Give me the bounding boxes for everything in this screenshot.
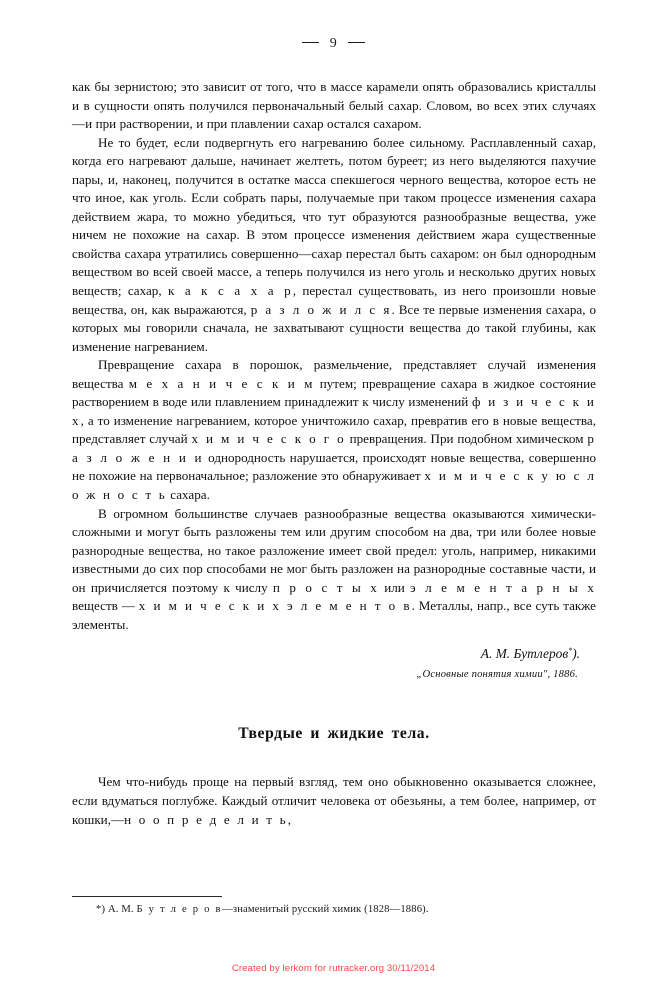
footnote-initials: А. М.	[107, 904, 137, 915]
footnote-text	[72, 903, 596, 917]
spacer-after-heading	[72, 743, 596, 773]
paragraph-elements	[72, 505, 596, 635]
footnote-description: —знаменитый русский химик (1828—1886).	[222, 904, 429, 915]
paragraph-text-part-2: путем; превращение сахара в жидкое состояние растворением в воде или плавлением принадлежит к числу изменений	[72, 375, 596, 410]
emphasis-kak-sahar: к а к с а х а р	[167, 283, 293, 299]
paragraph-text-part-3: веществ —	[72, 598, 139, 614]
paragraph-text-part-1: В огромном большинстве случаев разнообразные вещества оказываются химически-сложными и могут быть разложены тем или другим способом на два, три или более новые разнородные вещества, но такое разложение имеет свой предел: уголь, например, никакими известными до сих пор способами не мог быть разложен на разнородные составные части, и он причисляется поэтому к числу	[72, 505, 596, 595]
paragraph-text-part-2: , перестал существовать, из него произошли новые вещества, он, как выражаются,	[72, 283, 596, 317]
paragraph-text-part-1: Не то будет, если подвергнуть его нагреванию более сильному. Расплавленный сахар, когда его нагревают дальше, начинает желтеть, потом буреет; из него выделяются пахучие пары, и, наконец, получится в остатке масса спекшегося черного вещества, которое есть не что иное, как уголь. Если собрать пары, получаемые при таком процессе изменения сахара действием жара, то можно убедиться, что тут образуются разнообразные вещества, уже ничем не похожие на сахар. В этом процессе изменения действием жара существенные свойства сахара утратились совершенно—сахар перестал быть сахаром: он был однородным веществом во всей своей массе, а теперь получился из него уголь и несколько других новых веществ; сахар,	[72, 134, 596, 299]
paragraph-text-part-3: . Все те первые изменения сахара, о которых мы говорили сначала, не захватывают сущности вещества до такой глубины, как изменение нагреванием.	[72, 301, 597, 354]
page-number-folio	[0, 36, 667, 52]
emphasis-physical: ф и з и ч е с к и х	[72, 394, 596, 428]
paragraph-text: как бы зернистою; это зависит от того, что в массе карамели опять образовались кристаллы и в сущности опять получился первоначальный белый сахар. Словом, во всех этих случаях—и при растворении, и при плавлении сахар остался сахаром.	[72, 79, 596, 132]
folio-number: 9	[329, 36, 338, 51]
attribution-marker-suffix: ).	[572, 646, 580, 662]
paragraph-text-part-2: или	[378, 579, 411, 595]
attribution-source: „Основные понятия химии", 1886.	[416, 669, 578, 681]
paragraph-text-part-1: Превращение сахара в порошок, размельчение, представляет случай изменения вещества	[72, 357, 596, 391]
section-heading: Твердые и жидкие тела.	[238, 725, 430, 743]
emphasis-mechanical: м е х а н и ч е с к и м	[128, 375, 315, 391]
emphasis-simple: п р о с т ы х	[272, 579, 379, 595]
paragraph-stronger-heating	[72, 134, 596, 357]
folio-dash-left	[302, 42, 319, 44]
paragraph-text-part-6: сахара.	[166, 487, 210, 503]
paragraph-text-part-4: . Металлы, напр., все суть также элементы.	[72, 598, 596, 632]
paragraph-text-part-1: Чем что-нибудь проще на первый взгляд, тем оно обыкновенно оказывается сложнее, если вдуматься поглубже. Каждый отличит человека от обезьяны, а тем более, например, от кошки,—	[72, 774, 596, 827]
paragraph-new-section-opening	[72, 773, 596, 829]
paragraph-continued	[72, 78, 596, 134]
emphasis-no-opredelit: н о о п р е д е л и т ь	[124, 811, 288, 827]
scan-watermark: Created by lerkom for rutracker.org 30/11/2014	[231, 963, 436, 974]
footnote-reference-marker: *	[568, 646, 573, 656]
spacer-before-heading	[72, 684, 596, 725]
main-text-column	[72, 78, 596, 829]
paragraph-transformation-types	[72, 356, 596, 504]
footnote-area	[72, 896, 596, 917]
paragraph-text-part-4: превращения. При подобном химическом	[345, 431, 588, 447]
quotation-attribution	[72, 641, 596, 684]
paragraph-text-part-2: ,	[287, 811, 292, 827]
footnote-surname: Б у т л е р о в	[136, 904, 223, 915]
emphasis-elementary: э л е м е н т а р н ы х	[410, 579, 596, 595]
folio-dash-right	[348, 42, 365, 44]
paragraph-text-part-5: однородность нарушается, происходят новые вещества, совершенно не похожие на первоначальное; разложение это обнаруживает	[72, 449, 597, 484]
emphasis-decomposition: р а з л о ж е н и и	[72, 431, 596, 465]
emphasis-chemical-complexity: х и м и ч е с к у ю с л о ж н о с т ь	[72, 468, 596, 503]
footnote-marker: *)	[96, 904, 106, 915]
emphasis-chemical: х и м и ч е с к о г о	[191, 431, 346, 447]
emphasis-razlozhilsya: р а з л о ж и л с я	[250, 301, 392, 317]
paragraph-text-part-3: , а то изменение нагреванием, которое уничтожило сахар, превратив его в новые вещества, представляет случай	[72, 412, 596, 447]
emphasis-chemical-elements: х и м и ч е с к и х э л е м е н т о в	[138, 598, 412, 614]
attribution-author: А. М. Бутлеров	[480, 646, 569, 662]
footnote-divider-rule	[72, 896, 222, 897]
